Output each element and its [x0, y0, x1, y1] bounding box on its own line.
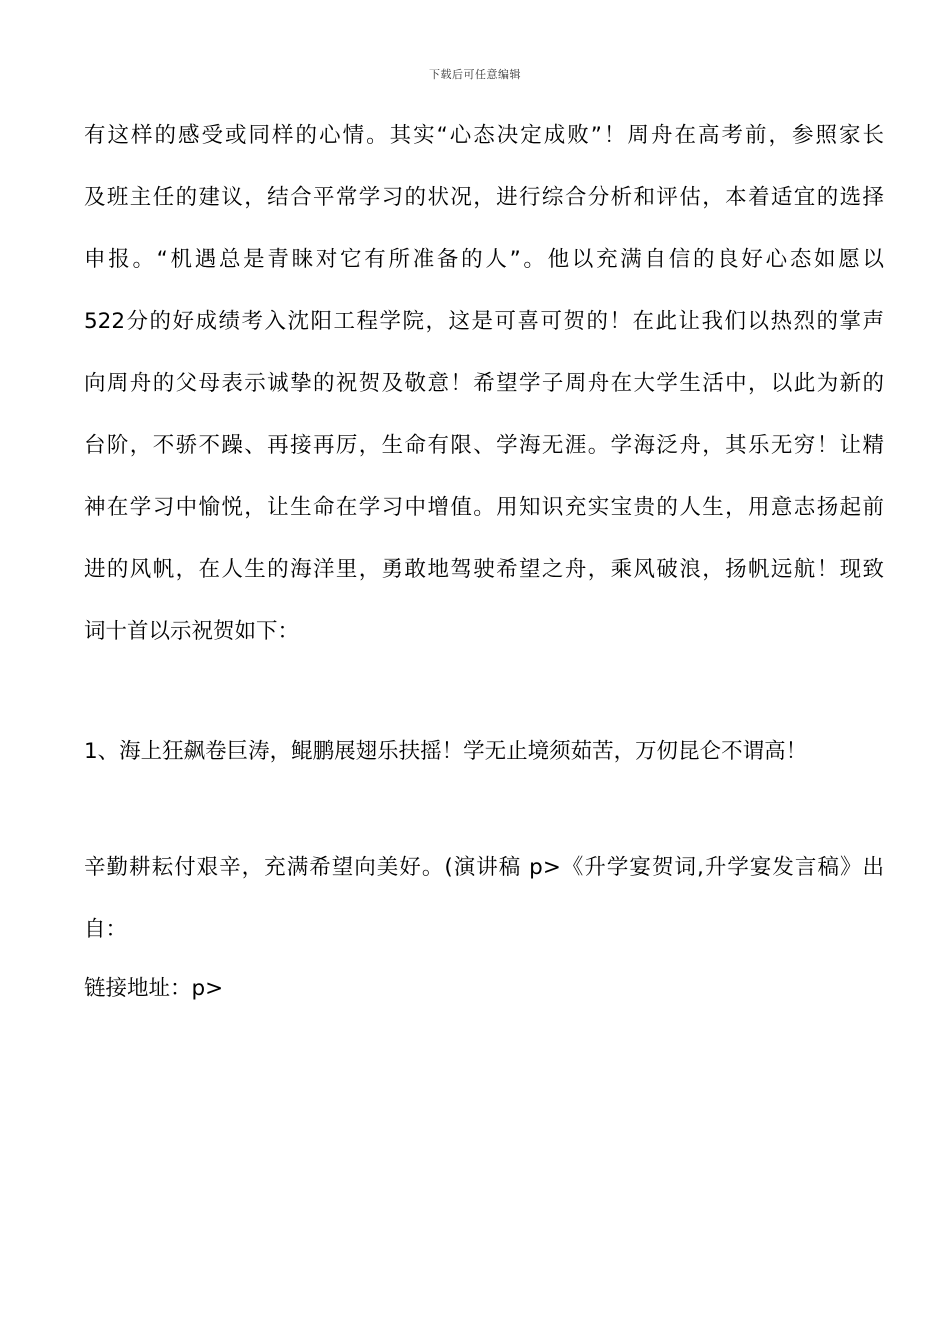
paragraph-line: 522分的好成绩考入沈阳工程学院，这是可喜可贺的！在此让我们以热烈的掌声 — [84, 309, 884, 334]
paragraph-line: 辛勤耕耘付艰辛，充满希望向美好。(演讲稿 p>《升学宴贺词,升学宴发言稿》出 — [84, 855, 884, 880]
paragraph-line: 神在学习中愉悦，让生命在学习中增值。用知识充实宝贵的人生，用意志扬起前 — [84, 495, 884, 520]
page-header: 下载后可任意编辑 — [429, 68, 521, 81]
paragraph-line: 台阶，不骄不躁、再接再厉，生命有限、学海无涯。学海泛舟，其乐无穷！让精 — [84, 433, 884, 458]
paragraph-line: 申报。“机遇总是青睐对它有所准备的人”。他以充满自信的良好心态如愿以 — [84, 247, 884, 272]
paragraph-line: 及班主任的建议，结合平常学习的状况，进行综合分析和评估，本着适宜的选择 — [84, 185, 884, 210]
paragraph-line: 进的风帆，在人生的海洋里，勇敢地驾驶希望之舟，乘风破浪，扬帆远航！现致 — [84, 557, 884, 582]
paragraph-line: 向周舟的父母表示诚挚的祝贺及敬意！希望学子周舟在大学生活中，以此为新的 — [84, 371, 884, 396]
poem-line: 1、海上狂飙卷巨涛，鲲鹏展翅乐扶摇！学无止境须茹苦，万仞昆仑不谓高！ — [84, 739, 808, 764]
link-line: 链接地址：p> — [84, 976, 224, 1001]
paragraph-line: 词十首以示祝贺如下： — [84, 619, 300, 644]
paragraph-line: 自： — [84, 917, 128, 942]
paragraph-line: 有这样的感受或同样的心情。其实“心态决定成败”！周舟在高考前，参照家长 — [84, 123, 884, 148]
